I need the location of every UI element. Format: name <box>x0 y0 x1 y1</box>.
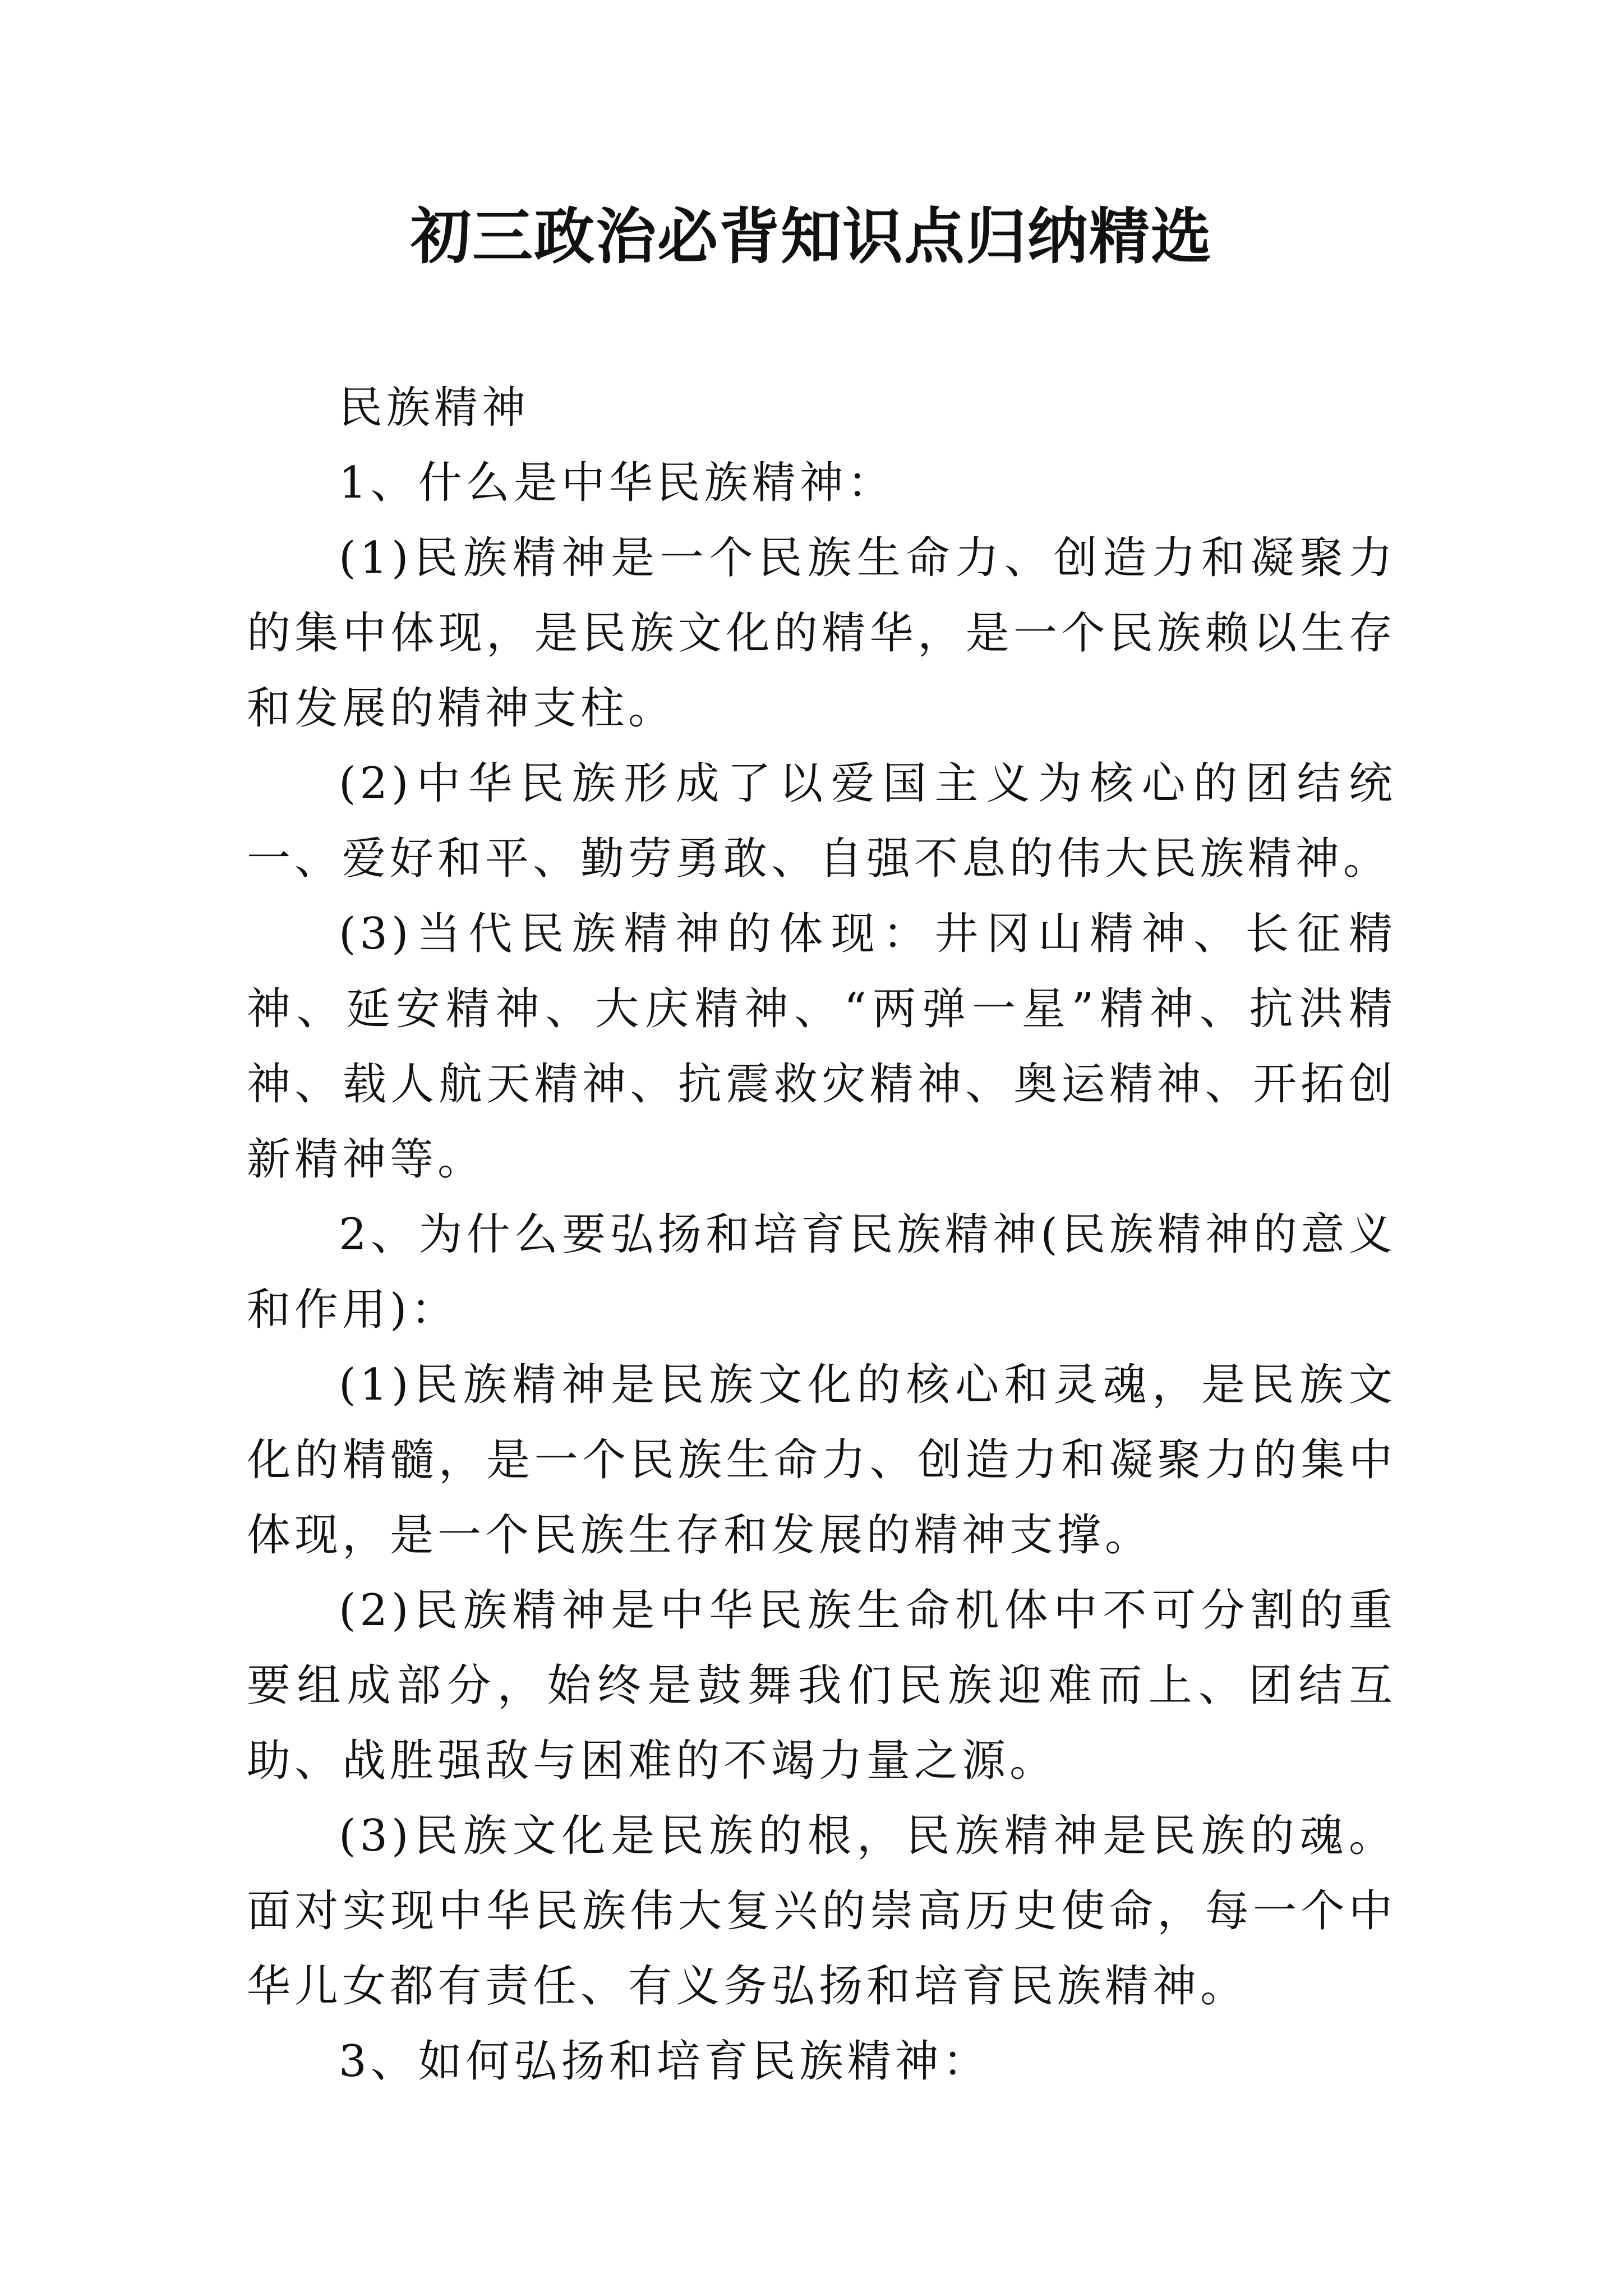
question-heading: 3、如何弘扬和培育民族精神： <box>339 2036 990 2087</box>
paragraph: (3)民族文化是民族的根，民族精神是民族的魂。面对实现中华民族伟大复兴的崇高历史使命，每一个中华儿女都有责任、有义务弘扬和培育民族精神。 <box>247 1811 1396 2012</box>
paragraph: (1)民族精神是一个民族生命力、创造力和凝聚力的集中体现，是民族文化的精华，是一个民族赖以生存和发展的精神支柱。 <box>247 533 1396 734</box>
paragraph: (2)民族精神是中华民族生命机体中不可分割的重要组成部分，始终是鼓舞我们民族迎难而上、团结互助、战胜强敌与困难的不竭力量之源。 <box>247 1585 1396 1786</box>
document-title: 初三政治必背知识点归纳精选 <box>410 201 1212 272</box>
question-heading: 2、为什么要弘扬和培育民族精神(民族精神的意义和作用)： <box>247 1209 1396 1335</box>
paragraph: (3)当代民族精神的体现：井冈山精神、长征精神、延安精神、大庆精神、“两弹一星”精神、抗洪精神、载人航天精神、抗震救灾精神、奥运精神、开拓创新精神等。 <box>247 909 1396 1185</box>
paragraph: (1)民族精神是民族文化的核心和灵魂，是民族文化的精髓，是一个民族生命力、创造力和凝聚力的集中体现，是一个民族生存和发展的精神支撑。 <box>247 1360 1396 1561</box>
question-heading: 1、什么是中华民族精神： <box>339 458 895 508</box>
section-heading: 民族精神 <box>339 383 530 433</box>
paragraph: (2)中华民族形成了以爱国主义为核心的团结统一、爱好和平、勤劳勇敢、自强不息的伟大民族精神。 <box>247 758 1396 884</box>
document-body <box>247 370 1396 2099</box>
